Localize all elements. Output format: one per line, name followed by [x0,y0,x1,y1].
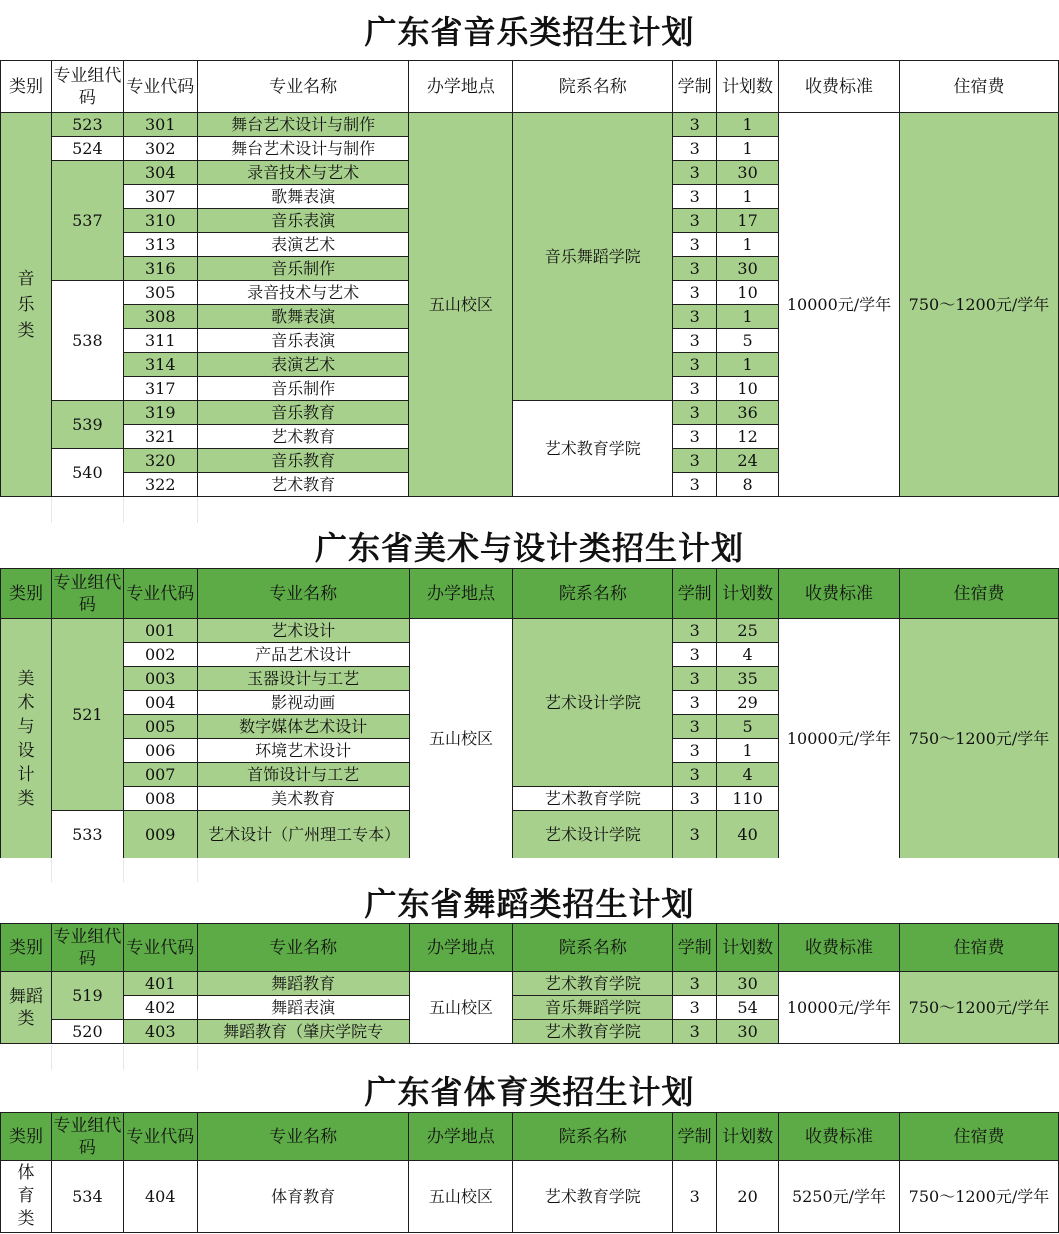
major-name-cell: 音乐教育 [197,449,409,473]
college-cell: 艺术教育学院 [513,401,673,497]
major-code-cell: 316 [123,257,197,281]
dance-table [0,923,1059,1044]
plan-cell: 29 [717,691,779,715]
header-group-code: 专业组代码 [51,1113,123,1161]
campus-cell: 五山校区 [409,1161,513,1233]
header-college: 院系名称 [513,569,673,619]
college-cell: 艺术教育学院 [513,972,673,996]
group-code-cell: 540 [51,449,123,497]
plan-cell: 36 [717,401,779,425]
duration-cell: 3 [673,113,717,137]
major-code-cell: 402 [123,996,197,1020]
major-name-cell: 表演艺术 [197,233,409,257]
header-fee: 收费标准 [779,1113,900,1161]
category-cell: 体育类 [1,1161,52,1233]
dorm-cell: 750～1200元/学年 [900,972,1059,1044]
duration-cell: 3 [673,972,717,996]
header-dorm: 住宿费 [900,924,1059,972]
fee-cell: 10000元/学年 [779,619,900,859]
campus-cell: 五山校区 [409,619,513,859]
plan-cell: 30 [717,257,779,281]
major-code-cell: 308 [123,305,197,329]
plan-cell: 10 [717,281,779,305]
header-duration: 学制 [673,1113,717,1161]
header-duration: 学制 [673,569,717,619]
sports-header-row [1,1113,1059,1161]
major-name-cell: 音乐制作 [197,257,409,281]
duration-cell: 3 [673,233,717,257]
plan-cell: 1 [717,739,779,763]
plan-cell: 25 [717,619,779,643]
duration-cell: 3 [673,739,717,763]
dance-header-row [1,924,1059,972]
college-cell: 艺术教育学院 [513,787,673,811]
major-name-cell: 歌舞表演 [197,305,409,329]
major-code-cell: 321 [123,425,197,449]
major-code-cell: 008 [123,787,197,811]
major-code-cell: 320 [123,449,197,473]
major-code-cell: 307 [123,185,197,209]
header-plan: 计划数 [717,1113,779,1161]
header-campus: 办学地点 [409,61,513,113]
sports-table [0,1112,1059,1233]
major-name-cell: 舞台艺术设计与制作 [197,113,409,137]
header-plan: 计划数 [717,924,779,972]
campus-cell: 五山校区 [409,972,513,1044]
group-code-cell: 533 [51,811,123,859]
plan-cell: 1 [717,305,779,329]
category-cell: 舞蹈类 [1,972,52,1044]
header-college: 院系名称 [513,1113,673,1161]
major-code-cell: 006 [123,739,197,763]
plan-cell: 4 [717,763,779,787]
plan-cell: 20 [717,1161,779,1233]
header-fee: 收费标准 [779,61,900,113]
major-code-cell: 311 [123,329,197,353]
duration-cell: 3 [673,281,717,305]
major-name-cell: 体育教育 [197,1161,409,1233]
plan-cell: 30 [717,972,779,996]
plan-cell: 1 [717,137,779,161]
plan-cell: 5 [717,715,779,739]
plan-cell: 35 [717,667,779,691]
art-table [0,568,1059,859]
campus-cell: 五山校区 [409,113,513,497]
duration-cell: 3 [673,691,717,715]
plan-cell: 10 [717,377,779,401]
major-code-cell: 310 [123,209,197,233]
header-group-code: 专业组代码 [51,569,123,619]
major-name-cell: 艺术设计（广州理工专本） [197,811,409,859]
group-code-cell: 524 [51,137,123,161]
plan-cell: 1 [717,233,779,257]
duration-cell: 3 [673,329,717,353]
header-duration: 学制 [673,61,717,113]
group-code-cell: 539 [51,401,123,449]
major-name-cell: 音乐表演 [197,329,409,353]
header-campus: 办学地点 [409,1113,513,1161]
group-code-cell: 521 [51,619,123,811]
header-major-code: 专业代码 [123,569,197,619]
music-title: 广东省音乐类招生计划 [364,13,695,51]
duration-cell: 3 [673,425,717,449]
college-cell: 音乐舞蹈学院 [513,996,673,1020]
major-name-cell: 艺术设计 [197,619,409,643]
college-cell: 艺术教育学院 [513,1161,673,1233]
header-major-name: 专业名称 [197,1113,409,1161]
duration-cell: 3 [673,619,717,643]
header-major-name: 专业名称 [197,569,409,619]
header-plan: 计划数 [717,569,779,619]
header-category: 类别 [1,1113,52,1161]
header-group-code: 专业组代码 [51,61,123,113]
header-fee: 收费标准 [779,569,900,619]
duration-cell: 3 [673,763,717,787]
major-code-cell: 404 [123,1161,197,1233]
header-dorm: 住宿费 [899,61,1058,113]
major-name-cell: 录音技术与艺术 [197,161,409,185]
dorm-cell: 750～1200元/学年 [899,619,1058,859]
duration-cell: 3 [673,449,717,473]
major-name-cell: 音乐表演 [197,209,409,233]
duration-cell: 3 [673,161,717,185]
header-duration: 学制 [673,924,717,972]
header-group-code: 专业组代码 [51,924,123,972]
group-code-cell: 519 [51,972,123,1020]
spacer-band [0,858,1059,882]
table-row [1,619,1059,643]
duration-cell: 3 [673,996,717,1020]
major-name-cell: 舞蹈表演 [197,996,409,1020]
major-code-cell: 001 [123,619,197,643]
major-code-cell: 004 [123,691,197,715]
duration-cell: 3 [673,1020,717,1044]
major-name-cell: 艺术教育 [197,473,409,497]
duration-cell: 3 [673,643,717,667]
category-cell: 美术与设计类 [1,619,52,859]
spacer-band [0,1046,1059,1070]
major-code-cell: 319 [123,401,197,425]
plan-cell: 4 [717,643,779,667]
duration-cell: 3 [673,377,717,401]
major-name-cell: 玉器设计与工艺 [197,667,409,691]
table-row [1,113,1059,137]
duration-cell: 3 [673,811,717,859]
fee-cell: 10000元/学年 [779,972,900,1044]
header-major-code: 专业代码 [123,1113,197,1161]
major-name-cell: 首饰设计与工艺 [197,763,409,787]
major-name-cell: 舞蹈教育 [197,972,409,996]
major-name-cell: 艺术教育 [197,425,409,449]
major-code-cell: 007 [123,763,197,787]
major-name-cell: 影视动画 [197,691,409,715]
major-code-cell: 304 [123,161,197,185]
sports-title: 广东省体育类招生计划 [364,1073,695,1111]
plan-cell: 17 [717,209,779,233]
major-name-cell: 音乐制作 [197,377,409,401]
group-code-cell: 523 [51,113,123,137]
header-dorm: 住宿费 [899,569,1058,619]
major-name-cell: 歌舞表演 [197,185,409,209]
plan-cell: 54 [717,996,779,1020]
major-code-cell: 002 [123,643,197,667]
plan-cell: 110 [717,787,779,811]
header-category: 类别 [1,569,52,619]
header-major-name: 专业名称 [197,924,409,972]
header-college: 院系名称 [513,61,673,113]
duration-cell: 3 [673,473,717,497]
duration-cell: 3 [673,667,717,691]
plan-cell: 30 [717,161,779,185]
plan-cell: 30 [717,1020,779,1044]
dance-title: 广东省舞蹈类招生计划 [364,885,695,923]
major-name-cell: 录音技术与艺术 [197,281,409,305]
duration-cell: 3 [673,257,717,281]
major-code-cell: 302 [123,137,197,161]
major-code-cell: 301 [123,113,197,137]
plan-cell: 1 [717,353,779,377]
major-code-cell: 314 [123,353,197,377]
duration-cell: 3 [673,137,717,161]
spacer-band [0,497,1059,523]
major-name-cell: 表演艺术 [197,353,409,377]
college-cell: 艺术设计学院 [513,619,673,787]
major-code-cell: 003 [123,667,197,691]
art-header-row [1,569,1059,619]
major-name-cell: 数字媒体艺术设计 [197,715,409,739]
header-college: 院系名称 [513,924,673,972]
duration-cell: 3 [673,1161,717,1233]
header-major-name: 专业名称 [197,61,409,113]
duration-cell: 3 [673,305,717,329]
header-major-code: 专业代码 [123,924,197,972]
major-name-cell: 产品艺术设计 [197,643,409,667]
major-code-cell: 305 [123,281,197,305]
dorm-cell: 750～1200元/学年 [899,113,1058,497]
music-table [0,60,1059,497]
major-code-cell: 322 [123,473,197,497]
duration-cell: 3 [673,401,717,425]
major-code-cell: 401 [123,972,197,996]
plan-cell: 1 [717,113,779,137]
header-category: 类别 [1,61,52,113]
plan-cell: 40 [717,811,779,859]
header-dorm: 住宿费 [899,1113,1058,1161]
group-code-cell: 534 [51,1161,123,1233]
major-code-cell: 009 [123,811,197,859]
major-name-cell: 舞蹈教育（肇庆学院专 [197,1020,409,1044]
college-cell: 音乐舞蹈学院 [513,113,673,401]
duration-cell: 3 [673,185,717,209]
header-major-code: 专业代码 [123,61,197,113]
header-campus: 办学地点 [409,924,513,972]
major-name-cell: 舞台艺术设计与制作 [197,137,409,161]
art-title: 广东省美术与设计类招生计划 [314,529,744,567]
plan-cell: 5 [717,329,779,353]
table-row [1,972,1059,996]
plan-cell: 12 [717,425,779,449]
fee-cell: 10000元/学年 [779,113,900,497]
music-header-row [1,61,1059,113]
group-code-cell: 520 [51,1020,123,1044]
header-fee: 收费标准 [779,924,900,972]
duration-cell: 3 [673,787,717,811]
major-name-cell: 音乐教育 [197,401,409,425]
group-code-cell: 537 [51,161,123,281]
major-name-cell: 环境艺术设计 [197,739,409,763]
duration-cell: 3 [673,209,717,233]
college-cell: 艺术教育学院 [513,1020,673,1044]
category-cell: 音乐类 [1,113,52,497]
header-campus: 办学地点 [409,569,513,619]
fee-cell: 5250元/学年 [779,1161,900,1233]
header-plan: 计划数 [717,61,779,113]
major-code-cell: 403 [123,1020,197,1044]
duration-cell: 3 [673,715,717,739]
dorm-cell: 750～1200元/学年 [899,1161,1058,1233]
table-row [1,1161,1059,1233]
plan-cell: 8 [717,473,779,497]
major-name-cell: 美术教育 [197,787,409,811]
major-code-cell: 313 [123,233,197,257]
major-code-cell: 005 [123,715,197,739]
plan-cell: 24 [717,449,779,473]
plan-cell: 1 [717,185,779,209]
college-cell: 艺术设计学院 [513,811,673,859]
header-category: 类别 [1,924,52,972]
major-code-cell: 317 [123,377,197,401]
duration-cell: 3 [673,353,717,377]
group-code-cell: 538 [51,281,123,401]
